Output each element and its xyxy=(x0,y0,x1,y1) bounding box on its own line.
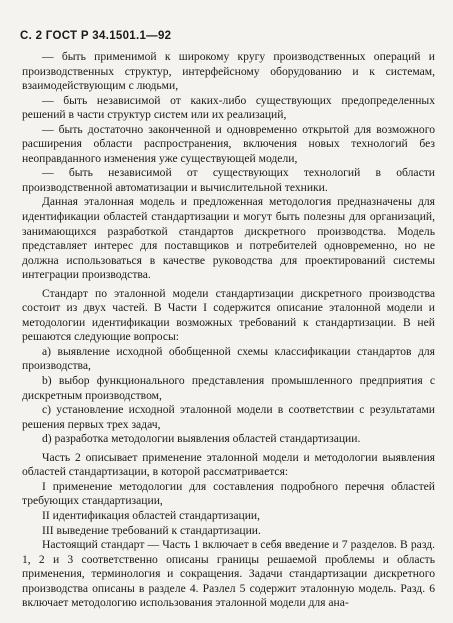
list-item: III выведение требований к стандартизации. xyxy=(42,523,261,537)
paragraph: — быть достаточно законченной и одновременно открытой для возможного расширения области распространения, включения новых технологий без неоправданного изменения уже существующей модели, xyxy=(22,122,435,165)
list-item: c) установление исходной эталонной модели в соответствии с результатами решения первых трех задач, xyxy=(22,403,435,431)
list-item: d) разработка методологии выявления областей стандартизации. xyxy=(42,432,361,446)
paragraph: — быть независимой от существующих технологий в области производственной автоматизации и вычислительной техники. xyxy=(22,166,435,194)
list-item: I применение методологии для составления подробного перечня областей требующих стандартизации, xyxy=(22,479,435,508)
paragraph: Стандарт по эталонной модели стандартизации дискретного производства состоит из двух частей. В Части I содержится описание эталонной модели и методологии идентификации возможных требований к стандартизации. В ней решаются следующие вопросы: xyxy=(22,286,435,344)
list-item: b) выбор функционального представления промышленного предприятия с дискретным производством, xyxy=(22,374,435,402)
document-body xyxy=(22,50,435,611)
list-item: а) выявление исходной обобщенной схемы классификации стандартов для производства, xyxy=(22,344,435,373)
paragraph: Данная эталонная модель и предложенная методология предназначены для идентификации областей стандартизации и могут быть полезны для организаций, занимающихся разработкой стандартов дискретного производства. Модель представляет интерес для поставщиков и потребителей одновременно, но не должна использоваться в качестве руководства для проектирований системы интеграции производства. xyxy=(22,195,435,282)
paragraph: — быть независимой от каких-либо существующих предопределенных решений в части структур систем или их реализаций, xyxy=(22,93,435,122)
paragraph: Настоящий стандарт — Часть 1 включает в себя введение и 7 разделов. В разд. 1, 2 и 3 соответственно описаны границы решаемой проблемы и область применения, терминология и сокращения. Задачи стандартизации дискретного производства описаны в разделе 4. Разлел 5 содержит эталонную модель. Разд. 6 включает методологию использования эталонной модели для ана- xyxy=(22,538,435,610)
paragraph: Часть 2 описывает применение эталонной модели и методологии выявления областей стандартизации, в которой рассматривается: xyxy=(22,450,435,479)
paragraph: — быть применимой к широкому кругу производственных операций и производственных структур, интерфейсному оборудованию и к системам, взаимодействующим с людьми, xyxy=(22,50,435,93)
page-header: С. 2 ГОСТ Р 34.1501.1—92 xyxy=(20,30,172,42)
list-item: II идентификация областей стандартизации, xyxy=(42,508,261,522)
